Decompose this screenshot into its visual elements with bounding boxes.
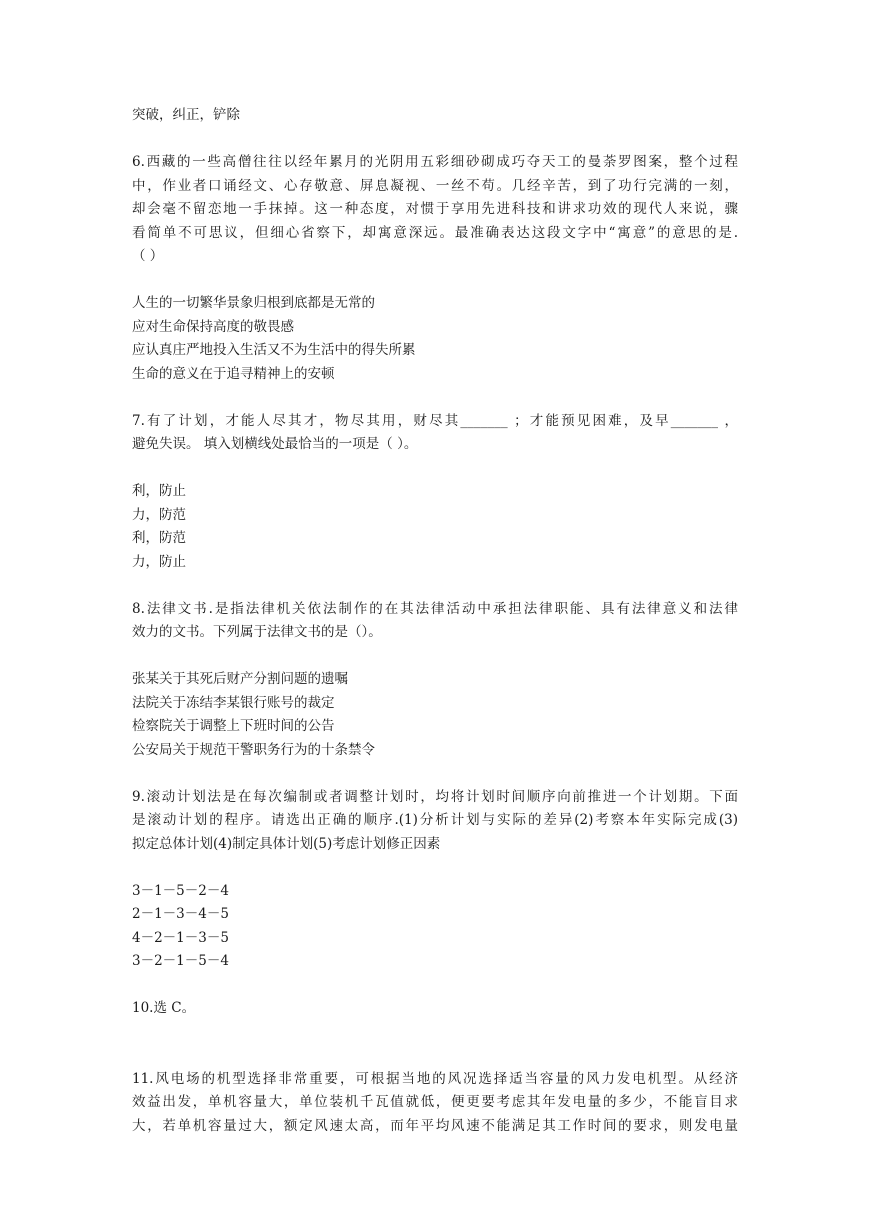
- question-9-line-3: 拟定总体计划(4)制定具体计划(5)考虑计划修正因素: [132, 835, 441, 852]
- option-d: 公安局关于规范干警职务行为的十条禁令: [132, 741, 375, 758]
- option-d: 生命的意义在于追寻精神上的安顿: [132, 365, 335, 382]
- question-7-line-2: 避免失误。 填入划横线处最恰当的一项是（ ）。: [132, 436, 418, 452]
- question-6-line-3: 却会毫不留恋地一手抹掉。这一种态度，对惯于享用先进科技和讲求功效的现代人来说，骤: [132, 201, 738, 217]
- option-c: 检察院关于调整上下班时间的公告: [132, 718, 335, 734]
- question-9: [132, 786, 738, 857]
- question-9-line-1: 9.滚动计划法是在每次编制或者调整计划时，均将计划时间顺序向前推进一个计划期。下面: [132, 788, 738, 805]
- question-11-line-3: 大，若单机容量过大，额定风速太高，而年平均风速不能满足其工作时间的要求，则发电量: [132, 1117, 738, 1134]
- option-c: 应认真庄严地投入生活又不为生活中的得失所累: [132, 342, 416, 358]
- question-8-line-2: 效力的文书。下列属于法律文书的是（）。: [132, 624, 382, 640]
- option-b: 应对生命保持高度的敬畏感: [132, 318, 294, 335]
- question-6-line-1: 6.西藏的一些高僧往往以经年累月的光阴用五彩细砂砌成巧夺天工的曼荼罗图案，整个过程: [132, 154, 738, 170]
- question-11: [132, 1068, 738, 1139]
- question-9-line-2: 是滚动计划的程序。请选出正确的顺序.(1)分析计划与实际的差异(2)考察本年实际完成(3): [132, 812, 738, 828]
- question-6: [132, 151, 738, 269]
- option-d: 3－2－1－5－4: [132, 953, 229, 969]
- question-9-options: [132, 880, 738, 974]
- document-page: [132, 104, 738, 1138]
- question-7-line-1: 7.有了计划，才能人尽其才，物尽其用，财尽其_______ ；才能预见困难，及早_______ ，: [132, 412, 738, 429]
- option-a: 3－1－5－2－4: [132, 882, 229, 899]
- question-8: [132, 598, 738, 645]
- question-8-options: [132, 668, 738, 762]
- question-6-line-4: 看简单不可思议，但细心省察下，却寓意深远。最准确表达这段文字中“寓意”的意思的是.: [132, 224, 738, 241]
- question-6-line-5: （ ）: [132, 248, 164, 264]
- question-8-line-1: 8.法律文书.是指法律机关依法制作的在其法律活动中承担法律职能、具有法律意义和法律: [132, 600, 738, 617]
- question-6-line-2: 中，作业者口诵经文、心存敬意、屏息凝视、一丝不苟。几经辛苦，到了功行完满的一刻，: [132, 177, 738, 194]
- option-a: 人生的一切繁华景象归根到底都是无常的: [132, 295, 375, 311]
- question-11-line-1: 11.风电场的机型选择非常重要，可根据当地的风况选择适当容量的风力发电机型。从经济: [132, 1070, 738, 1087]
- question-7-options: [132, 480, 738, 574]
- option-c: 利，防范: [132, 530, 186, 546]
- question-7: [132, 410, 738, 457]
- option-b: 力，防范: [132, 506, 186, 523]
- question-6-options: [132, 292, 738, 386]
- option-b: 2－1－3－4－5: [132, 906, 229, 922]
- option-d: 力，防止: [132, 553, 186, 570]
- question-11-line-2: 效益出发，单机容量大，单位装机千瓦值就低，便更要考虑其年发电量的多少，不能盲目求: [132, 1094, 738, 1110]
- option-a: 利，防止: [132, 483, 186, 499]
- option-a: 张某关于其死后财产分割问题的遗嘱: [132, 671, 348, 687]
- option-b: 法院关于冻结李某银行账号的裁定: [132, 694, 335, 711]
- answer-10: 10.选 C。: [132, 1000, 196, 1016]
- option-c: 4－2－1－3－5: [132, 929, 229, 946]
- previous-answer: 突破，纠正，铲除: [132, 107, 240, 123]
